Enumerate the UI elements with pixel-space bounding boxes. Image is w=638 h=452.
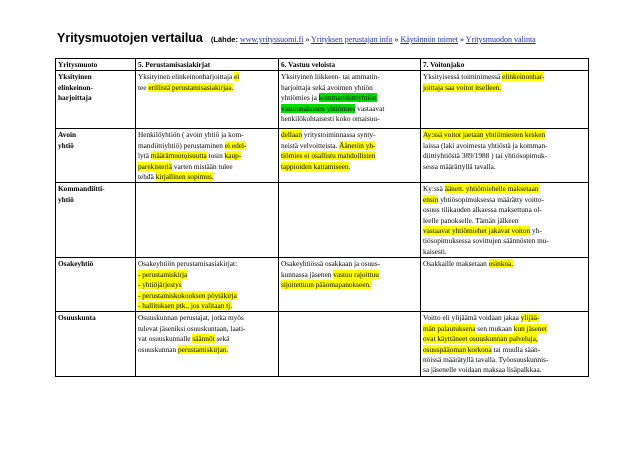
breadcrumb-link-toimet[interactable]: Käytännön toimet — [400, 35, 459, 44]
text-run: tehdä — [138, 172, 156, 182]
breadcrumb-link-info[interactable]: Yrityksen perustajan info — [311, 35, 393, 44]
text-run: yhtiösopimuksessa määrätty voitto- — [438, 194, 544, 204]
cell-text-line — [138, 324, 276, 334]
table-cell — [279, 129, 421, 183]
cell-text-line — [58, 259, 133, 269]
cell-text-line — [423, 195, 586, 205]
table-cell — [421, 129, 589, 183]
text-run: Osakeyhtiössä osakkaan ja osuus- — [281, 259, 381, 269]
table-cell — [279, 71, 421, 129]
cell-text-line — [423, 324, 586, 334]
text-run: Yksityinen liikkeen- tai ammatin- — [281, 72, 380, 82]
table-cell — [136, 258, 279, 312]
text-run: sekä — [214, 334, 230, 344]
highlighted-text: - yhtiöjärjestys — [138, 280, 182, 290]
text-run: harjoittaja sekä avoimen yhtiön — [281, 82, 373, 92]
cell-text-line — [58, 93, 133, 103]
cell-text-line — [138, 83, 276, 93]
cell-text-line — [138, 130, 276, 140]
cell-text-line — [423, 141, 586, 151]
highlighted-text: sijoitettuun pääomapanokseen. — [281, 280, 371, 290]
breadcrumb-sep: » — [305, 35, 310, 44]
text-run: neistä velvoitteista. — [281, 140, 340, 150]
cell-text-line — [281, 93, 418, 103]
highlighted-text: erillistä perustamisasiakirjaa. — [148, 82, 234, 92]
text-run: tai muulla sään- — [491, 344, 541, 354]
highlighted-text: osuuspääoman korkona — [423, 344, 492, 354]
cell-text-line — [423, 162, 586, 172]
comparison-table — [55, 58, 589, 377]
text-run: kunnassa jäsenen — [281, 269, 334, 279]
cell-text-line — [281, 141, 418, 151]
text-run: nöissä määrätyllä tavalla. Työosuuskunnis- — [423, 354, 549, 364]
cell-text-line — [423, 226, 586, 236]
cell-text-line — [281, 83, 418, 93]
table-header-row — [56, 59, 589, 71]
highlighted-text: äänett. yhtiömiehelle maksetaan — [444, 184, 539, 194]
highlighted-text: ovat käyttäneet osuuskunnan palveluja, — [423, 334, 538, 344]
text-run: leelle panokselle. Tämän jälkeen — [423, 215, 519, 225]
text-run: Voitto eli ylijäämä voidaan jakaa — [423, 313, 521, 323]
table-row — [56, 71, 589, 129]
text-run: varten mistään tulee — [172, 161, 233, 171]
text-run: mandiittiyhtiö) perustaminen — [138, 140, 225, 150]
table-row — [56, 129, 589, 183]
highlighted-text: män palautuksena — [423, 323, 476, 333]
text-run: harjoittaja — [58, 93, 92, 103]
text-run: tee — [138, 82, 149, 92]
cell-text-line — [423, 236, 586, 246]
cell-text-line — [138, 301, 276, 311]
highlighted-text: - perustamiskokouksen pöytäkirja — [138, 290, 237, 300]
text-run: henkilökohtaisesti koko omaisuu- — [281, 114, 380, 124]
row-label — [56, 183, 136, 258]
highlighted-text: parekisteriä — [138, 161, 173, 171]
text-run: yhtiö — [58, 140, 74, 150]
cell-text-line — [58, 313, 133, 323]
text-run: vastaavat — [355, 103, 385, 113]
source-link[interactable]: www.yrityssuomi.fi — [239, 35, 304, 44]
cell-text-line — [138, 313, 276, 323]
text-run: Osakeyhtiön perustamisasiakirjat: — [138, 259, 238, 269]
highlighted-text: ei — [234, 72, 240, 82]
cell-text-line — [138, 291, 276, 301]
cell-text-line — [58, 195, 133, 205]
highlighted-text: joittaja saa voitot itselleen. — [423, 82, 502, 92]
cell-text-line — [138, 334, 276, 344]
highlighted-text: vastuunalainen yhtiömies — [281, 103, 356, 113]
highlighted-text: säännöt — [192, 334, 215, 344]
cell-text-line — [281, 162, 418, 172]
text-run: Kommandiitti- — [58, 184, 105, 194]
text-run: laissa (laki avoimesta yhtiöstä ja komman- — [423, 140, 548, 150]
cell-text-line — [423, 345, 586, 355]
table-cell — [136, 71, 279, 129]
text-run: Osuuskunta — [58, 313, 96, 323]
highlighted-text: ensin — [423, 194, 439, 204]
highlighted-text: vastuu rajoittuu — [333, 269, 379, 279]
table-cell — [421, 71, 589, 129]
breadcrumb-sep: » — [394, 35, 399, 44]
highlighted-text: - perustamiskirja — [138, 269, 188, 279]
text-run: sen mukaan — [475, 323, 514, 333]
cell-text-line — [138, 259, 276, 269]
cell-text-line — [423, 83, 586, 93]
row-label — [56, 71, 136, 129]
table-cell — [421, 258, 589, 312]
text-run: lytä — [138, 151, 151, 161]
cell-text-line — [423, 313, 586, 323]
cell-text-line — [138, 345, 276, 355]
highlighted-text: kaup- — [224, 151, 242, 161]
cell-text-line — [281, 270, 418, 280]
text-run: sa jäsenelle voidaan maksaa lisäpalkkaa. — [423, 365, 542, 375]
highlighted-text: tappioiden kattamiseen. — [281, 161, 351, 171]
table-cell — [136, 312, 279, 376]
text-run: osuuskunnan — [138, 344, 178, 354]
cell-text-line — [423, 205, 586, 215]
text-run: yhtiö — [58, 194, 74, 204]
highlighted-text: ei edel- — [224, 140, 247, 150]
text-run: Yksityinen — [58, 72, 92, 82]
text-run: sessa määrättyllä tavalla. — [423, 161, 496, 171]
highlighted-text: perustamiskirjan. — [177, 344, 229, 354]
cell-text-line — [423, 151, 586, 161]
column-header: 5. Perustamisasiakirjat — [136, 59, 279, 71]
text-run: yritystoiminnassa synty- — [302, 130, 376, 140]
highlighted-text: kirjallinen sopimus. — [155, 172, 214, 182]
cell-text-line — [138, 141, 276, 151]
highlighted-text: kommandiittiyhtiön — [318, 93, 377, 103]
table-row — [56, 312, 589, 376]
highlighted-text: vastaavat yhtiömiehet jakavat voiton — [423, 226, 531, 236]
cell-text-line — [58, 141, 133, 151]
cell-text-line — [138, 280, 276, 290]
highlighted-text: - hallituksen ptk., jos valitaan tj. — [138, 300, 233, 310]
row-label — [56, 258, 136, 312]
highlighted-text: elinkeinonhar- — [502, 72, 545, 82]
text-run: elinkeinon- — [58, 82, 93, 92]
table-cell — [279, 258, 421, 312]
cell-text-line — [58, 184, 133, 194]
breadcrumb-link-valinta[interactable]: Yritysmuodon valinta — [465, 35, 536, 44]
cell-text-line — [423, 259, 586, 269]
text-run: Avoin — [58, 130, 77, 140]
text-run: vat osuuskunnalle — [138, 334, 193, 344]
table-row — [56, 183, 589, 258]
text-run: Yksityisessä toiminimessä — [423, 72, 503, 82]
table-cell — [136, 129, 279, 183]
text-run: yh- — [530, 226, 542, 236]
highlighted-text: Äänetön yh- — [339, 140, 376, 150]
text-run: Yksityinen elinkeinonharjoittaja — [138, 72, 235, 82]
cell-text-line — [281, 104, 418, 114]
text-run: Henkilöyhtiön ( avoin yhtiö ja kom- — [138, 130, 244, 140]
text-run: diittiyhtiöstä 389/1988 ) tai yhtiösopimuk- — [423, 151, 548, 161]
cell-text-line — [423, 130, 586, 140]
cell-text-line — [423, 216, 586, 226]
cell-text-line — [281, 114, 418, 124]
table-cell — [279, 183, 421, 258]
cell-text-line — [58, 130, 133, 140]
text-run: Osakkaille maksetaan — [423, 259, 489, 269]
highlighted-text: dellaan — [281, 130, 303, 140]
source-line — [211, 35, 536, 44]
cell-text-line — [423, 72, 586, 82]
cell-text-line — [138, 72, 276, 82]
text-run: kaisesti. — [423, 246, 447, 256]
table-cell — [136, 183, 279, 258]
cell-text-line — [138, 172, 276, 182]
cell-text-line — [423, 355, 586, 365]
cell-text-line — [281, 151, 418, 161]
document-title: Yritysmuotojen vertailua — [57, 31, 203, 45]
highlighted-text: tiömies ei osallistu mahdollisten — [281, 151, 376, 161]
cell-text-line — [423, 184, 586, 194]
cell-text-line — [423, 247, 586, 257]
text-run: Osuuskunnan perustajat, jotka myös — [138, 313, 244, 323]
cell-text-line — [281, 72, 418, 82]
highlighted-text: osinkoa. — [488, 259, 514, 269]
text-run: Ky:ssä — [423, 184, 445, 194]
cell-text-line — [58, 72, 133, 82]
table-cell — [279, 312, 421, 376]
text-run: osuus tilikauden alkaessa maksettuna ol- — [423, 205, 542, 215]
cell-text-line — [138, 151, 276, 161]
page-header — [57, 29, 597, 45]
highlighted-text: kun jäsenet — [513, 323, 547, 333]
cell-text-line — [138, 270, 276, 280]
cell-text-line — [281, 280, 418, 290]
column-header: 7. Voitonjako — [421, 59, 589, 71]
text-run: tulevat jäseniksi osuuskuntaan, laati- — [138, 323, 246, 333]
cell-text-line — [281, 130, 418, 140]
cell-text-line — [423, 334, 586, 344]
cell-text-line — [138, 162, 276, 172]
cell-text-line — [58, 83, 133, 93]
cell-text-line — [423, 365, 586, 375]
row-label — [56, 312, 136, 376]
highlighted-text: Ay:ssä voitot jaetaan yhtiömiesten kesken — [423, 130, 546, 140]
cell-text-line — [281, 259, 418, 269]
source-label: (Lähde: — [210, 35, 238, 44]
text-run: tiösopimuksessa sovittujen säännösten mu- — [423, 236, 549, 246]
column-header: 6. Vastuu veloista — [279, 59, 421, 71]
row-label — [56, 129, 136, 183]
table-cell — [421, 183, 589, 258]
text-run: tosin — [206, 151, 225, 161]
breadcrumb-sep: » — [460, 35, 465, 44]
column-header: Yritysmuoto — [56, 59, 136, 71]
table-row — [56, 258, 589, 312]
highlighted-text: määrämuotoisuutta — [150, 151, 207, 161]
text-run: yhtiömies ja — [281, 93, 319, 103]
highlighted-text: ylijää- — [520, 313, 540, 323]
table-cell — [421, 312, 589, 376]
text-run: Osakeyhtiö — [58, 259, 94, 269]
